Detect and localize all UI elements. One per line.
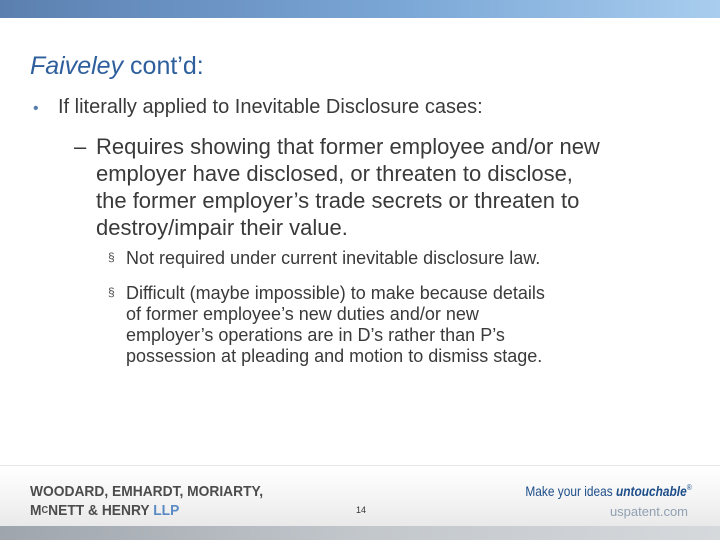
bullet-level-3-item xyxy=(108,248,708,269)
firm-logo-name: NETT & HENRY xyxy=(48,502,150,519)
registered-mark: ® xyxy=(686,483,692,492)
bullet-level-3-line: Difficult (maybe impossible) to make because details xyxy=(126,283,545,303)
header-gradient-bar xyxy=(0,0,720,18)
bullet-level-3-item xyxy=(108,283,708,367)
firm-logo-line-1: WOODARD, EMHARDT, MORIARTY, xyxy=(30,483,264,500)
page-number: 14 xyxy=(356,505,367,515)
slide-title-case-name: Faiveley xyxy=(30,52,124,80)
dash-bullet-icon: – xyxy=(74,134,87,159)
footer-gradient-bar xyxy=(0,526,720,540)
bullet-level-2-line: destroy/impair their value. xyxy=(96,215,348,240)
website-text: uspatent.com xyxy=(609,504,688,519)
square-bullet-icon: § xyxy=(108,250,115,264)
bullet-dot-icon: • xyxy=(33,100,39,117)
slide-title xyxy=(30,52,204,81)
tagline-emphasis: untouchable xyxy=(616,483,687,499)
firm-logo-m: M xyxy=(30,502,42,519)
firm-logo xyxy=(30,482,263,520)
bullet-level-1-text: If literally applied to Inevitable Disclosure cases: xyxy=(58,96,483,118)
tagline xyxy=(526,483,692,499)
bullet-level-2-line: the former employer’s trade secrets or threaten to xyxy=(96,188,580,213)
bullet-level-3-line: possession at pleading and motion to dismiss stage. xyxy=(126,346,543,366)
bullet-level-3-line: of former employee’s new duties and/or new xyxy=(126,304,479,324)
bullet-level-3-line: Not required under current inevitable disclosure law. xyxy=(126,248,541,268)
firm-logo-line-2 xyxy=(30,501,263,520)
bullet-level-2-line: employer have disclosed, or threaten to disclose, xyxy=(96,161,573,186)
bullet-level-1 xyxy=(33,95,693,121)
firm-logo-llp: LLP xyxy=(149,502,180,519)
tagline-prefix: Make your ideas xyxy=(525,483,617,499)
square-bullet-icon: § xyxy=(108,285,115,299)
firm-logo-superscript: C xyxy=(41,505,49,516)
slide-title-suffix: cont’d: xyxy=(123,52,204,80)
bullet-level-2-line: Requires showing that former employee and/or new xyxy=(96,134,600,159)
bullet-level-3-line: employer’s operations are in D’s rather than P’s xyxy=(126,325,505,345)
bullet-level-2 xyxy=(74,133,704,241)
